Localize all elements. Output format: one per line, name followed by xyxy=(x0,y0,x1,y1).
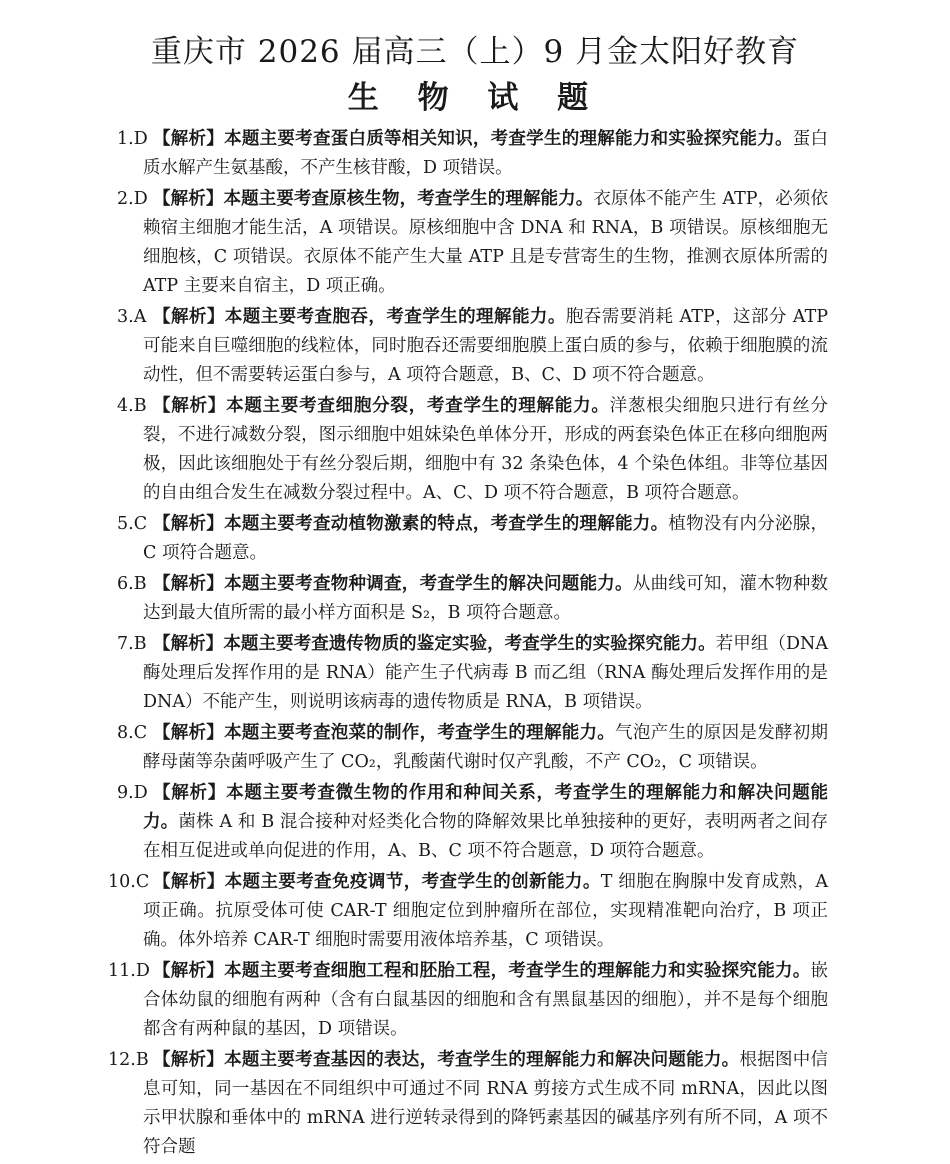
analysis-focus: 本题主要考查细胞分裂，考查学生的理解能力。 xyxy=(226,396,610,416)
analysis-tag: 【解析】 xyxy=(153,723,225,743)
answer-item-8 xyxy=(0,719,950,777)
answer-item-10 xyxy=(0,868,950,955)
analysis-focus: 本题主要考查原核生物，考查学生的理解能力。 xyxy=(223,189,594,209)
answer-item-1 xyxy=(0,125,950,183)
answer-number: 4.B xyxy=(117,396,147,416)
analysis-focus: 本题主要考查蛋白质等相关知识，考查学生的理解能力和实验探究能力。 xyxy=(224,129,793,149)
answer-item-6 xyxy=(0,570,950,628)
analysis-text: 嵌合体幼鼠的细胞有两种（含有白鼠基因的细胞和含有黑鼠基因的细胞），并不是每个细胞都含有两种鼠的基因，D 项错误。 xyxy=(143,961,829,1039)
answer-number: 1.D xyxy=(117,129,148,149)
analysis-text: 洋葱根尖细胞只进行有丝分裂，不进行减数分裂，图示细胞中姐妹染色单体分开，形成的两套染色体正在移向细胞两极，因此该细胞处于有丝分裂后期，细胞中有 32 条染色体，4 个染色体组。非等位基因的自由组合发生在减数分裂过程中。A、C、D 项不符合题意，B 项符合题意。 xyxy=(143,396,829,503)
analysis-tag: 【解析】 xyxy=(153,514,225,534)
analysis-tag: 【解析】 xyxy=(153,961,225,981)
analysis-text: 胞吞需要消耗 ATP，这部分 ATP 可能来自巨噬细胞的线粒体，同时胞吞还需要细胞膜上蛋白质的参与，依赖于细胞膜的流动性，但不需要转运蛋白参与，A 项符合题意，B、C、D 项不符合题意。 xyxy=(143,307,829,385)
answer-item-9 xyxy=(0,779,950,866)
answer-number: 9.D xyxy=(117,783,148,803)
analysis-text: 衣原体不能产生 ATP，必须依赖宿主细胞才能生活，A 项错误。原核细胞中含 DNA 和 RNA，B 项错误。原核细胞无细胞核，C 项错误。衣原体不能产生大量 ATP 且是专营寄生的生物，推测衣原体所需的 ATP 主要来自宿主，D 项正确。 xyxy=(143,189,828,296)
analysis-focus: 本题主要考查泡菜的制作，考查学生的理解能力。 xyxy=(224,723,616,743)
analysis-tag: 【解析】 xyxy=(153,129,225,149)
analysis-focus: 本题主要考查遗传物质的鉴定实验，考查学生的实验探究能力。 xyxy=(223,634,716,654)
subject-title: 生 物 试 题 xyxy=(347,80,603,116)
analysis-tag: 【解析】 xyxy=(153,189,224,209)
analysis-tag: 【解析】 xyxy=(153,872,225,892)
answer-number: 12.B xyxy=(108,1050,149,1070)
analysis-tag: 【解析】 xyxy=(153,783,227,803)
answer-number: 3.A xyxy=(117,307,147,327)
answer-item-3 xyxy=(0,303,950,390)
answer-item-7 xyxy=(0,630,950,717)
exam-title: 重庆市 2026 届高三（上）9 月金太阳好教育 xyxy=(150,34,800,70)
answer-item-11 xyxy=(0,957,950,1044)
answer-number: 10.C xyxy=(108,872,150,892)
answer-number: 7.B xyxy=(117,634,147,654)
answer-item-5 xyxy=(0,510,950,568)
analysis-focus: 本题主要考查胞吞，考查学生的理解能力。 xyxy=(224,307,566,327)
answer-number: 6.B xyxy=(117,574,147,594)
analysis-focus: 本题主要考查免疫调节，考查学生的创新能力。 xyxy=(224,872,601,892)
analysis-focus: 本题主要考查细胞工程和胚胎工程，考查学生的理解能力和实验探究能力。 xyxy=(224,961,811,981)
answer-number: 8.C xyxy=(117,723,148,743)
answer-number: 2.D xyxy=(117,189,148,209)
analysis-tag: 【解析】 xyxy=(153,307,225,327)
page-header xyxy=(0,0,950,118)
analysis-text: T 细胞在胸腺中发育成熟，A 项正确。抗原受体可使 CAR-T 细胞定位到肿瘤所在部位，实现精准靶向治疗，B 项正确。体外培养 CAR-T 细胞时需要用液体培养基，C 项错误。 xyxy=(143,872,829,950)
answer-number: 5.C xyxy=(117,514,148,534)
answer-number: 11.D xyxy=(108,961,150,981)
analysis-focus: 本题主要考查动植物激素的特点，考查学生的理解能力。 xyxy=(224,514,669,534)
analysis-focus: 本题主要考查基因的表达，考查学生的理解能力和解决问题能力。 xyxy=(224,1050,740,1070)
analysis-text: 菌株 A 和 B 混合接种对烃类化合物的降解效果比单独接种的更好，表明两者之间存在相互促进或单向促进的作用，A、B、C 项不符合题意，D 项符合题意。 xyxy=(143,812,828,861)
analysis-tag: 【解析】 xyxy=(153,574,225,594)
answer-list xyxy=(0,125,950,1164)
analysis-text: 根据图中信息可知，同一基因在不同组织中可通过不同 RNA 剪接方式生成不同 mRNA，因此以图示甲状腺和垂体中的 mRNA 进行逆转录得到的降钙素基因的碱基序列有所不同，A 项不符合题 xyxy=(143,1050,829,1157)
analysis-focus: 本题主要考查物种调查，考查学生的解决问题能力。 xyxy=(224,574,633,594)
analysis-tag: 【解析】 xyxy=(153,1050,225,1070)
analysis-text: 若甲组（DNA 酶处理后发挥作用的是 RNA）能产生子代病毒 B 而乙组（RNA 酶处理后发挥作用的是 DNA）不能产生，则说明该病毒的遗传物质是 RNA，B 项错误。 xyxy=(143,634,829,712)
analysis-focus: 本题主要考查微生物的作用和种间关系，考查学生的理解能力和解决问题能力。 xyxy=(143,783,829,832)
answer-item-2 xyxy=(0,185,950,301)
answer-item-12 xyxy=(0,1046,950,1162)
analysis-tag: 【解析】 xyxy=(153,396,227,416)
analysis-text: 从曲线可知，灌木物种数达到最大值所需的最小样方面积是 S₂，B 项符合题意。 xyxy=(143,574,829,623)
analysis-text: 气泡产生的原因是发酵初期酵母菌等杂菌呼吸产生了 CO₂，乳酸菌代谢时仅产乳酸，不产 CO₂，C 项错误。 xyxy=(143,723,829,772)
analysis-text: 植物没有内分泌腺，C 项符合题意。 xyxy=(143,514,829,563)
analysis-text: 蛋白质水解产生氨基酸，不产生核苷酸，D 项错误。 xyxy=(143,129,829,178)
answer-item-4 xyxy=(0,392,950,508)
analysis-tag: 【解析】 xyxy=(153,634,224,654)
